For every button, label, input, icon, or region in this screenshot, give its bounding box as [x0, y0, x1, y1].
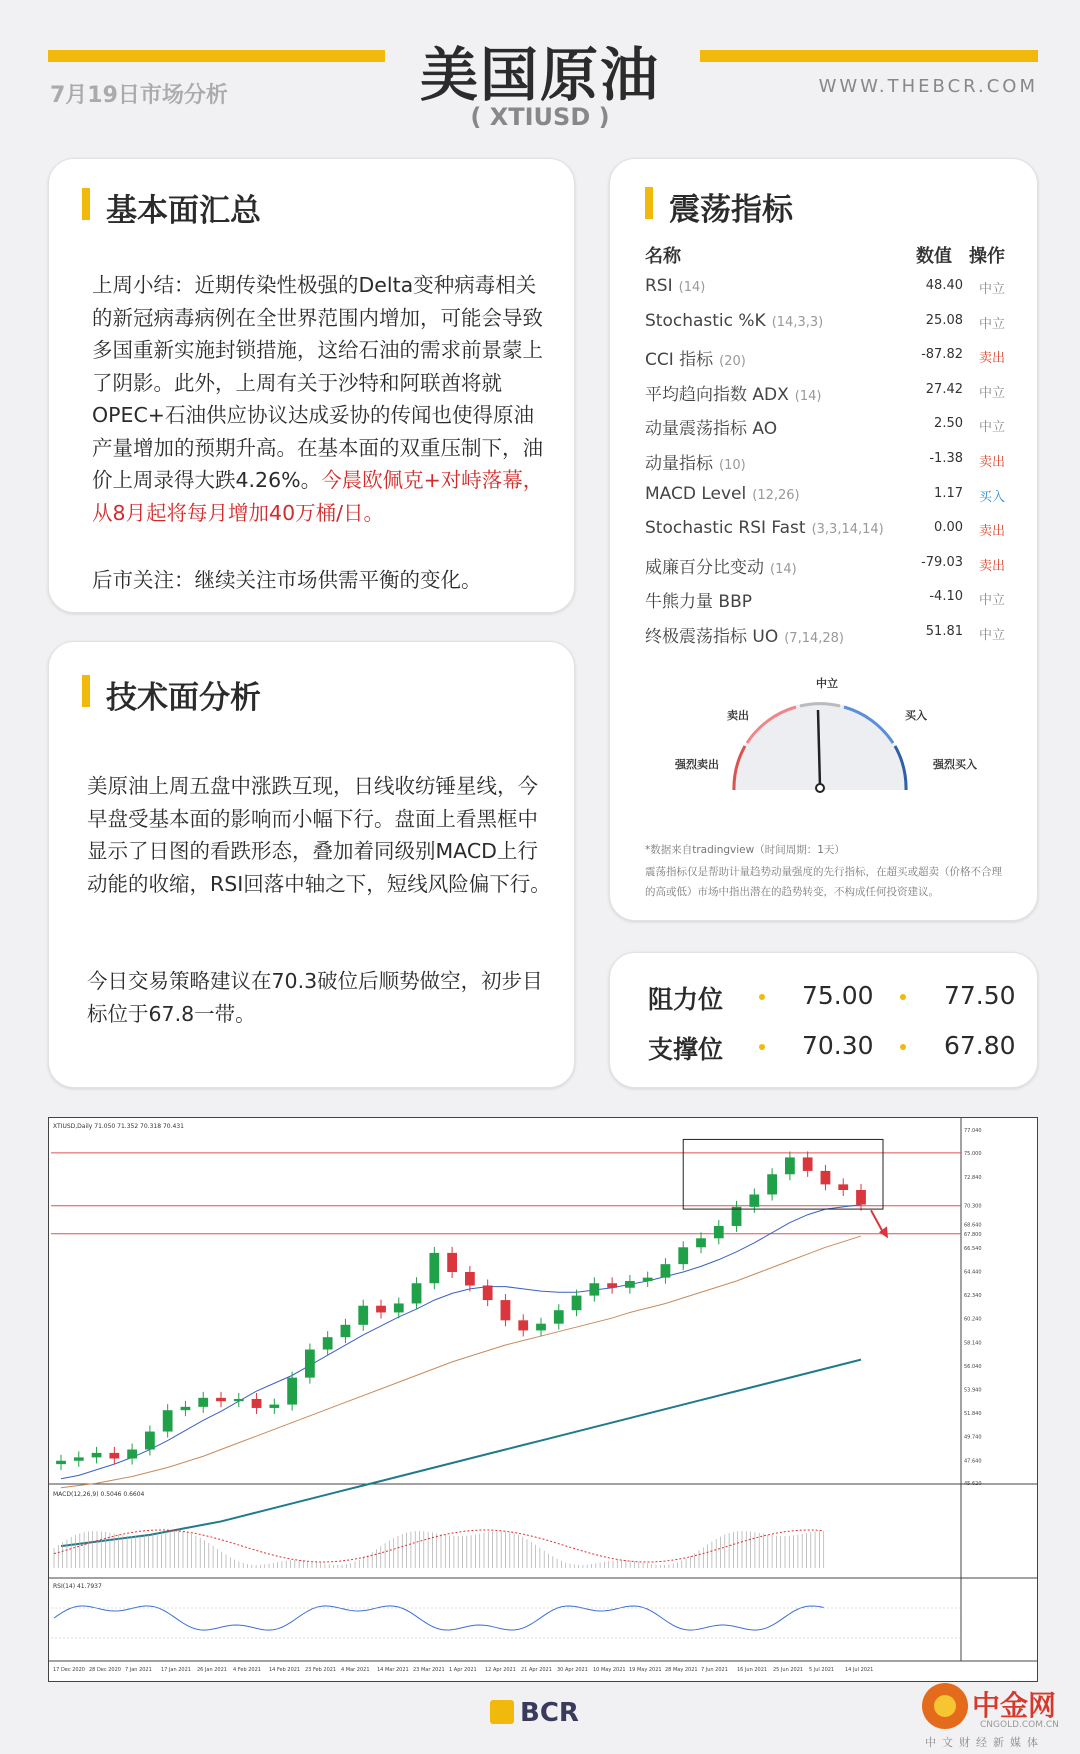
resistance-dot-1: [759, 994, 765, 1000]
fundamental-highlight: 今晨欧佩克+对峙落幕，从8月起将每月增加40万桶/日。: [92, 468, 544, 525]
candle: [305, 1350, 315, 1378]
x-tick-label: 23 Mar 2021: [413, 1667, 445, 1673]
oscillator-action: 卖出: [978, 524, 1005, 540]
x-tick-label: 28 May 2021: [665, 1667, 698, 1673]
oscillator-name-wrap: [645, 622, 844, 647]
page-title: 美国原油: [419, 41, 660, 109]
y-tick-label: 68.640: [964, 1222, 982, 1229]
fundamental-title: 基本面汇总: [82, 185, 261, 230]
oscillator-params: (3,3,14,14): [811, 522, 884, 538]
moving-average-line: [61, 1360, 861, 1546]
oscillator-name-wrap: [645, 484, 800, 504]
candle: [127, 1450, 137, 1459]
candle: [269, 1405, 279, 1408]
resistance-2: 77.50: [944, 981, 1016, 1010]
candle: [323, 1337, 333, 1349]
candle: [234, 1399, 244, 1401]
oscillator-row: [645, 484, 1007, 514]
watermark-slogan: 中文财经新媒体: [925, 1736, 1044, 1749]
x-tick-label: 7 Jan 2021: [125, 1667, 152, 1673]
x-tick-label: 16 Jun 2021: [737, 1667, 768, 1673]
oscillator-action: 卖出: [978, 558, 1005, 574]
oscillator-action: 中立: [978, 593, 1005, 609]
candle: [376, 1306, 386, 1313]
symbol-label: ( XTIUSD ): [470, 103, 610, 131]
oscillator-action: 中立: [978, 316, 1005, 332]
levels-card: [609, 952, 1038, 1088]
candle: [838, 1184, 848, 1190]
oscillator-row: [645, 587, 1007, 617]
col-action: 操作: [969, 246, 1005, 267]
oscillator-action: 中立: [978, 628, 1005, 643]
oscillator-name: 牛熊力量 BBP: [645, 592, 752, 613]
y-tick-label: 56.040: [964, 1363, 982, 1370]
oscillator-name: MACD Level: [645, 483, 747, 504]
watermark-url: CNGOLD.COM.CN: [980, 1720, 1059, 1730]
y-tick-label: 75.000: [964, 1150, 982, 1157]
macd-label: MACD(12,26,9) 0.5046 0.6604: [53, 1491, 145, 1498]
x-tick-label: 28 Dec 2020: [89, 1667, 121, 1673]
y-tick-label: 60.240: [964, 1316, 982, 1323]
oscillator-value: 25.08: [925, 312, 963, 328]
col-name: 名称: [645, 246, 681, 267]
support-dot-1: [759, 1044, 765, 1050]
candle: [429, 1253, 439, 1283]
candle: [732, 1207, 742, 1226]
candle: [856, 1190, 866, 1205]
watermark-logo-icon: [922, 1683, 968, 1729]
y-tick-label: 53.940: [964, 1387, 982, 1394]
oscillator-name: Stochastic RSI Fast: [645, 518, 806, 539]
candle: [483, 1285, 493, 1300]
fundamental-para1: 上周小结：近期传染性极强的Delta变种病毒相关的新冠病毒病例在全世界范围内增加，可能会导致多国重新实施封锁措施，这给石油的需求前景蒙上了阴影。此外，上周有关于沙特和阿联酋将就OPEC+石油供应协议达成妥协的传闻也使得原油产量增加的预期升高。在基本面的双重压制下，油价上周录得大跌4.26%。: [92, 273, 543, 492]
oscillator-row: [645, 553, 1007, 583]
oscillator-title: 震荡指标: [645, 184, 793, 229]
moving-average-line: [61, 1236, 861, 1488]
candle: [216, 1398, 226, 1401]
y-tick-label: 62.340: [964, 1293, 982, 1300]
candle: [803, 1157, 813, 1170]
disclaimer-note: 震荡指标仅是帮助计量趋势动量强度的先行指标，在超买或超卖（价格不合理的高或低）市场中指出潜在的趋势转变，不构成任何投资建议。: [645, 866, 1002, 898]
gauge-label-neutral: 中立: [816, 677, 838, 690]
oscillator-name: RSI: [645, 276, 673, 296]
oscillator-name-wrap: [645, 311, 823, 331]
date-label: 7月19日市场分析: [50, 83, 228, 108]
candle: [678, 1247, 688, 1264]
x-tick-label: 12 Apr 2021: [485, 1667, 516, 1673]
candle: [518, 1320, 528, 1330]
oscillator-action: 卖出: [978, 351, 1005, 367]
x-tick-label: 26 Jan 2021: [197, 1667, 227, 1673]
data-source-note: *数据来自tradingview（时间周期：1天）: [645, 844, 845, 856]
candle: [74, 1457, 84, 1460]
oscillator-params: (14): [770, 561, 797, 577]
macd-signal-line: [54, 1530, 824, 1562]
y-tick-label: 58.140: [964, 1340, 982, 1347]
candle: [447, 1253, 457, 1272]
oscillator-name-wrap: [645, 276, 705, 296]
oscillator-params: (20): [719, 354, 746, 370]
candle: [767, 1174, 777, 1194]
price-chart[interactable]: [48, 1117, 1038, 1682]
candle: [607, 1283, 617, 1287]
candle: [287, 1378, 297, 1405]
site-url[interactable]: WWW.THEBCR.COM: [818, 76, 1038, 97]
oscillator-name-wrap: [645, 345, 746, 370]
gauge-label-buy: 买入: [905, 709, 927, 722]
technical-para2: 今日交易策略建议在70.3破位后顺势做空，初步目标位于67.8一带。: [87, 969, 543, 1026]
technical-card: [48, 641, 575, 1088]
x-tick-label: 1 Apr 2021: [449, 1667, 477, 1673]
x-tick-label: 5 Jul 2021: [809, 1667, 835, 1673]
y-tick-label: 51.840: [964, 1411, 982, 1418]
x-tick-label: 21 Apr 2021: [521, 1667, 552, 1673]
candle: [198, 1398, 208, 1407]
oscillator-name-wrap: [645, 587, 758, 612]
candle: [749, 1194, 759, 1206]
x-tick-label: 30 Apr 2021: [557, 1667, 588, 1673]
oscillator-row: [645, 449, 1007, 479]
candle: [821, 1171, 831, 1184]
gauge-pivot: [816, 784, 824, 792]
candle: [394, 1303, 404, 1312]
oscillator-value: -79.03: [921, 554, 963, 570]
gauge: [720, 690, 920, 805]
x-tick-label: 14 Mar 2021: [377, 1667, 409, 1673]
oscillator-name: CCI 指标: [645, 350, 714, 371]
resistance-1: 75.00: [802, 981, 874, 1010]
oscillator-name: 威廉百分比变动: [645, 557, 764, 578]
candle: [554, 1310, 564, 1323]
oscillator-value: 1.17: [934, 485, 963, 501]
oscillator-name-wrap: [645, 414, 783, 439]
gauge-label-strong-buy: 强烈买入: [933, 758, 977, 771]
oscillator-value: 51.81: [925, 624, 963, 639]
technical-para1: 美原油上周五盘中涨跌互现，日线收纺锤星线，今早盘受基本面的影响而小幅下行。盘面上看黑框中显示了日图的看跌形态，叠加着同级别MACD上行动能的收缩，RSI回落中轴之下，短线风险偏下行。: [87, 774, 551, 896]
oscillator-value: 27.42: [925, 381, 963, 397]
candle: [643, 1278, 653, 1281]
candle: [109, 1453, 119, 1459]
candle: [465, 1272, 475, 1285]
x-tick-label: 17 Jan 2021: [161, 1667, 191, 1673]
oscillator-params: (14): [794, 388, 822, 404]
pattern-box: [683, 1139, 883, 1209]
candle: [661, 1264, 671, 1277]
candle: [572, 1296, 582, 1311]
support-label: 支撑位: [648, 1035, 724, 1064]
x-tick-label: 23 Feb 2021: [305, 1667, 337, 1673]
candle: [56, 1461, 66, 1464]
resistance-dot-2: [900, 994, 906, 1000]
fundamental-text: [92, 269, 552, 529]
x-tick-label: 17 Dec 2020: [53, 1667, 85, 1673]
bcr-logo: BCR: [490, 1698, 579, 1728]
price-chart-svg: [49, 1118, 1037, 1681]
candle: [412, 1283, 422, 1303]
oscillator-row: [645, 345, 1007, 375]
oscillator-action: 卖出: [978, 455, 1005, 470]
oscillator-row: [645, 276, 1007, 306]
candle: [92, 1453, 102, 1457]
support-1: 70.30: [802, 1031, 874, 1060]
oscillator-name: 动量震荡指标 AO: [645, 419, 778, 440]
y-tick-label: 70.300: [964, 1203, 982, 1210]
oscillator-value: 0.00: [934, 520, 963, 536]
oscillator-params: (10): [719, 458, 746, 473]
oscillator-action: 中立: [978, 282, 1005, 297]
candle: [181, 1407, 191, 1410]
x-tick-label: 10 May 2021: [593, 1667, 626, 1673]
oscillator-value: 2.50: [934, 416, 963, 432]
oscillator-params: (12,26): [752, 487, 800, 503]
oscillator-value: -1.38: [929, 451, 963, 466]
fundamental-card: [48, 158, 575, 613]
fundamental-para2: 后市关注：继续关注市场供需平衡的变化。: [92, 568, 482, 592]
x-tick-label: 4 Mar 2021: [341, 1667, 370, 1673]
support-2: 67.80: [944, 1031, 1016, 1060]
oscillator-value: -87.82: [921, 347, 963, 363]
x-tick-label: 25 Jun 2021: [773, 1667, 804, 1673]
x-tick-label: 19 May 2021: [629, 1667, 662, 1673]
oscillator-name: 平均趋向指数 ADX: [645, 384, 789, 405]
oscillator-params: (7,14,28): [784, 631, 844, 646]
resistance-label: 阻力位: [648, 985, 724, 1014]
oscillator-params: (14,3,3): [771, 314, 824, 330]
oscillator-row: [645, 380, 1007, 410]
oscillator-action: 中立: [978, 420, 1005, 436]
oscillator-name-wrap: [645, 449, 746, 474]
gauge-label-sell: 卖出: [727, 709, 749, 722]
candle: [714, 1226, 724, 1238]
candle: [536, 1324, 546, 1331]
oscillator-row: [645, 414, 1007, 444]
candle: [785, 1157, 795, 1174]
oscillator-name: 终极震荡指标 UO: [645, 627, 779, 647]
y-tick-label: 49.740: [964, 1434, 982, 1441]
moving-average-line: [61, 1205, 861, 1479]
col-value: 数值: [916, 246, 952, 267]
candle: [501, 1300, 511, 1320]
oscillator-params: (14): [678, 280, 706, 295]
candle: [589, 1283, 599, 1295]
rsi-line: [54, 1606, 824, 1630]
oscillator-action: 买入: [978, 489, 1005, 505]
y-tick-label: 77.040: [964, 1128, 982, 1134]
y-tick-label: 72.840: [964, 1175, 982, 1182]
oscillator-row: [645, 622, 1007, 652]
bcr-mark-icon: [490, 1700, 514, 1724]
oscillator-name-wrap: [645, 553, 797, 578]
trend-arrow-shaft: [871, 1210, 883, 1232]
chart-header: XTIUSD,Daily 71.050 71.352 70.318 70.431: [53, 1123, 184, 1130]
oscillator-action: 中立: [978, 385, 1005, 401]
x-tick-label: 7 Jun 2021: [701, 1667, 728, 1673]
watermark-text: 中金网: [972, 1689, 1057, 1722]
y-tick-label: 47.640: [964, 1458, 982, 1465]
oscillator-value: -4.10: [929, 589, 963, 605]
oscillator-row: [645, 311, 1007, 341]
oscillator-value: 48.40: [925, 278, 963, 293]
candle: [358, 1306, 368, 1325]
candle: [341, 1325, 351, 1337]
x-tick-label: 4 Feb 2021: [233, 1667, 261, 1673]
rsi-label: RSI(14) 41.7937: [53, 1583, 102, 1590]
x-tick-label: 14 Jul 2021: [845, 1667, 874, 1673]
oscillator-name: Stochastic %K: [645, 310, 766, 331]
oscillator-row: [645, 518, 1007, 548]
candle: [625, 1281, 635, 1288]
oscillator-name-wrap: [645, 380, 821, 405]
candle: [696, 1238, 706, 1247]
y-tick-label: 64.440: [964, 1269, 982, 1276]
oscillator-name-wrap: [645, 518, 884, 538]
gauge-label-strong-sell: 强烈卖出: [675, 758, 719, 771]
oscillator-name: 动量指标: [645, 454, 713, 474]
support-dot-2: [900, 1044, 906, 1050]
candle: [145, 1432, 155, 1450]
candle: [163, 1410, 173, 1431]
x-tick-label: 14 Feb 2021: [269, 1667, 301, 1673]
candle: [252, 1399, 262, 1408]
y-tick-label: 66.540: [964, 1245, 982, 1252]
technical-title: 技术面分析: [82, 672, 261, 717]
y-tick-label: 45.620: [964, 1481, 982, 1487]
y-tick-label: 67.800: [964, 1231, 982, 1238]
